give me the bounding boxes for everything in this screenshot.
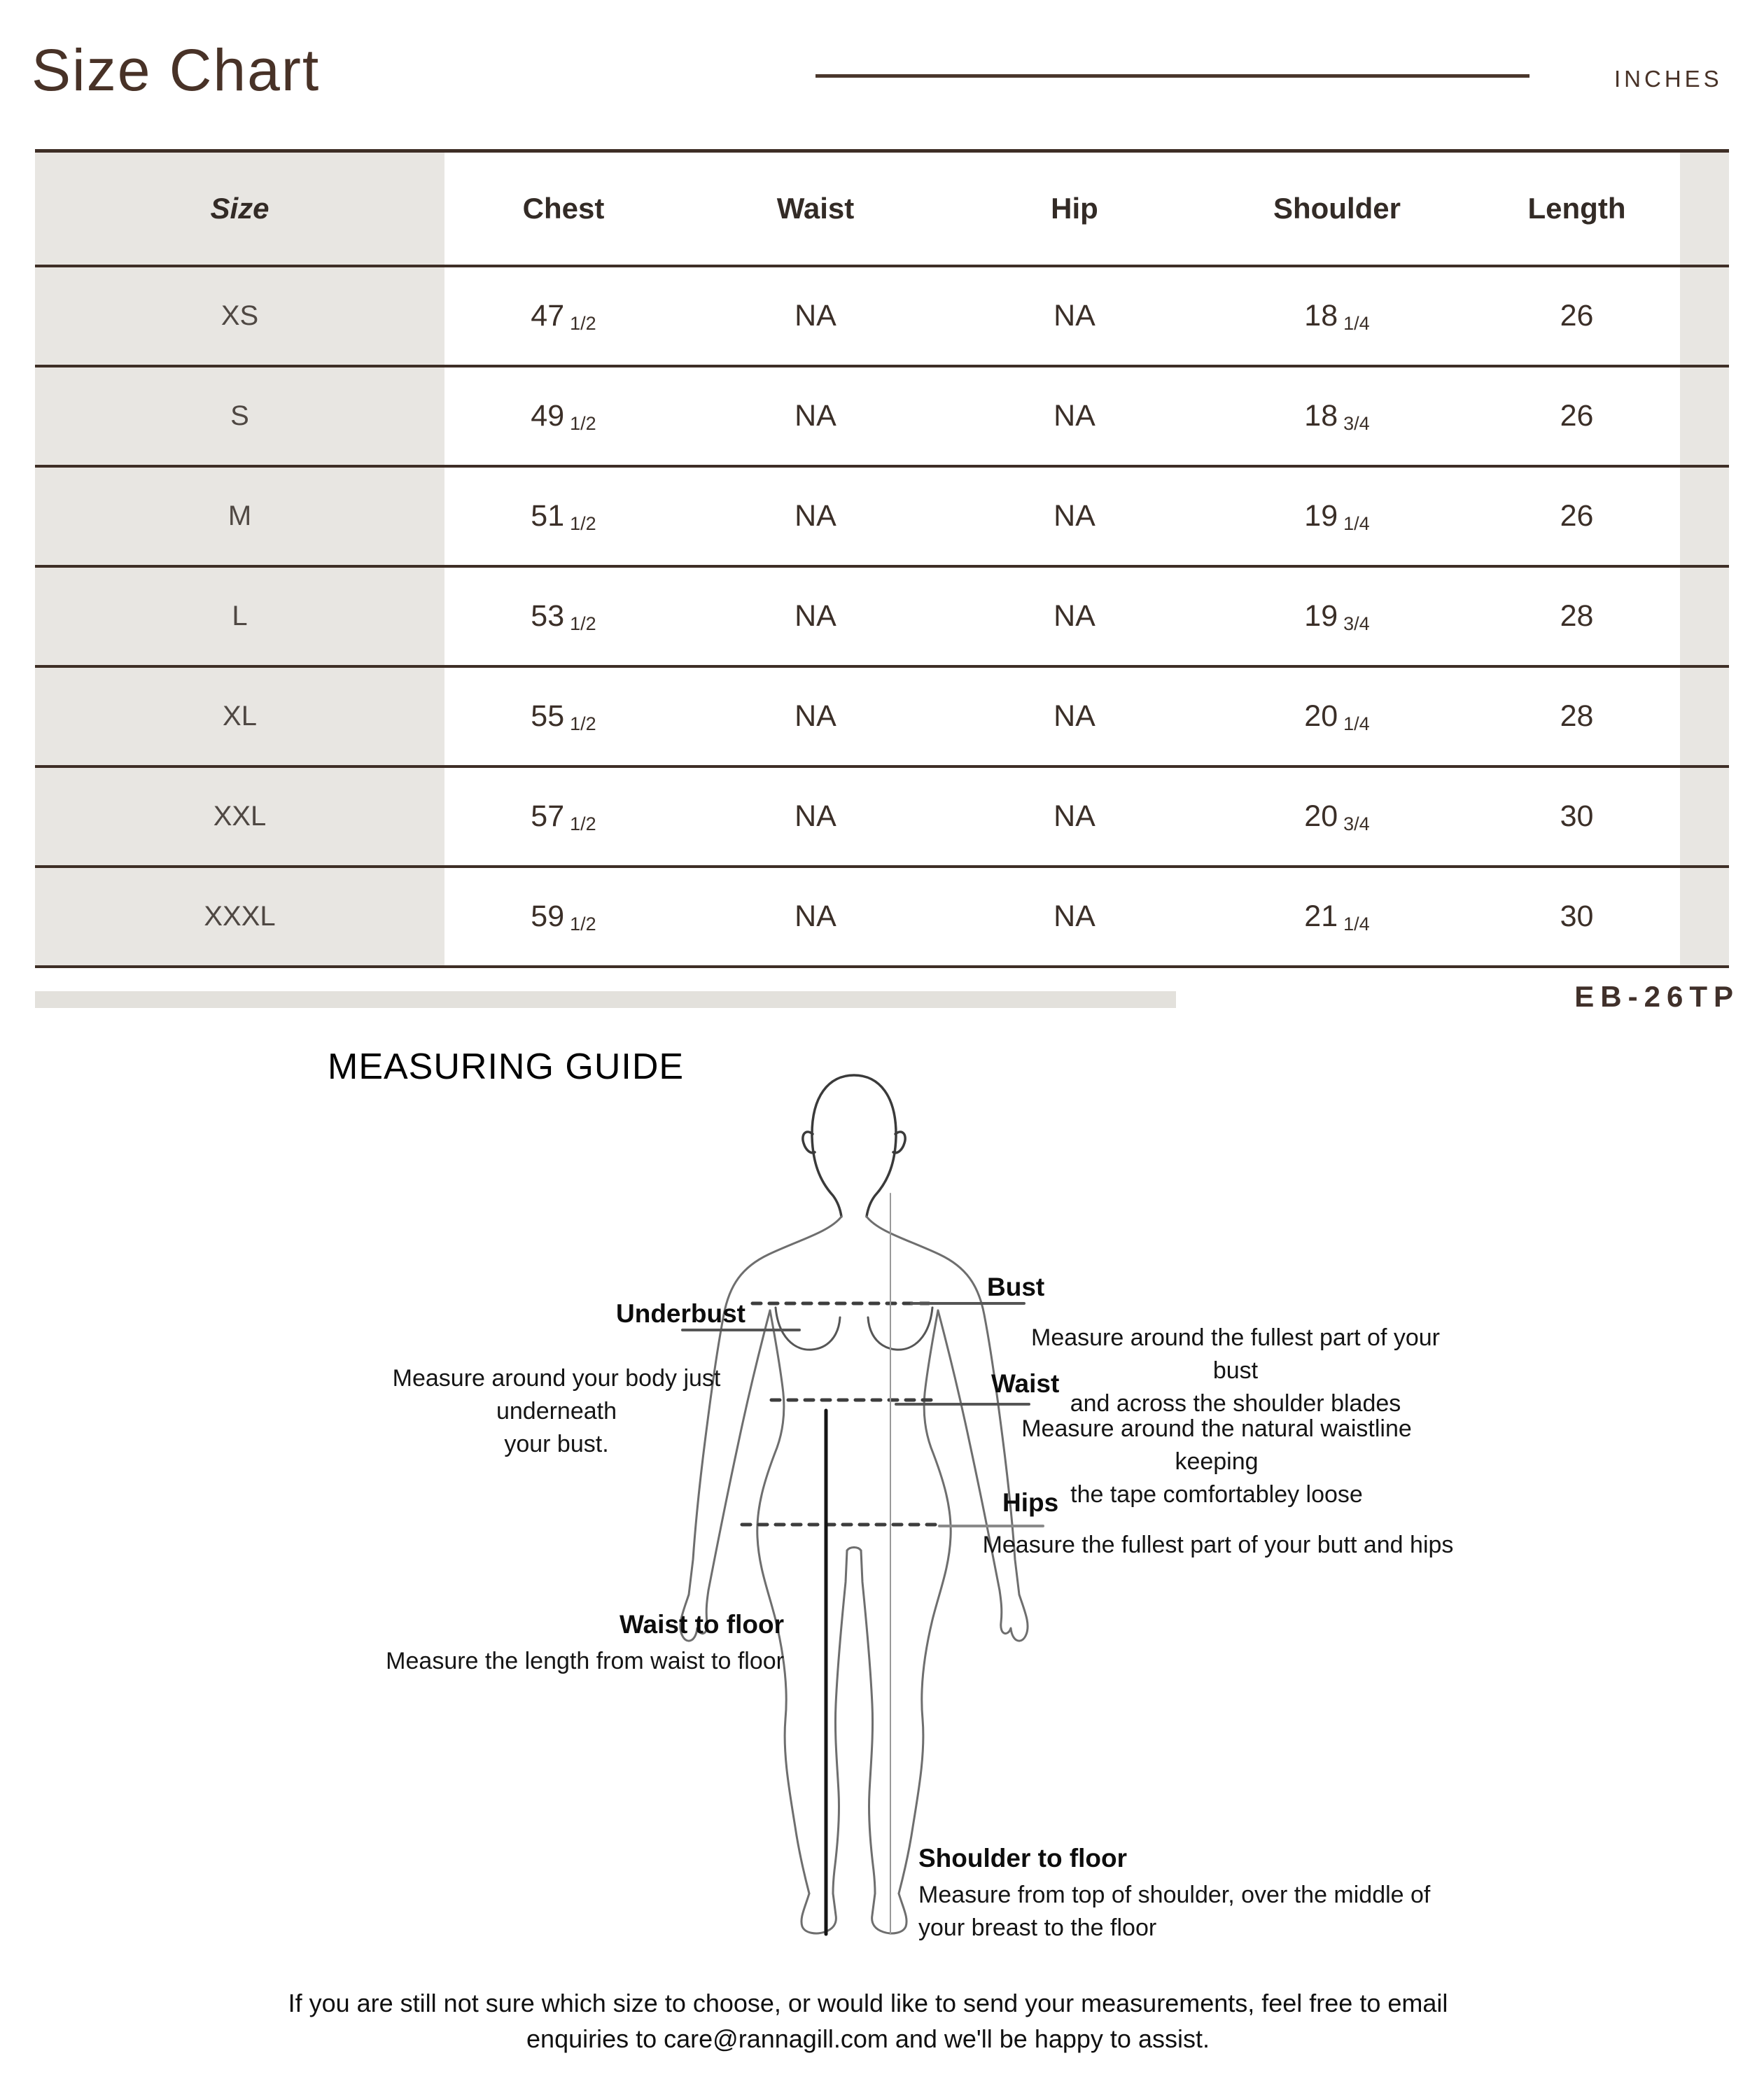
- hip-cell: [948, 868, 1200, 965]
- length-cell: [1474, 868, 1680, 965]
- value: 51: [531, 499, 565, 533]
- value: 30: [1560, 899, 1594, 933]
- shoulder-cell: [1200, 267, 1474, 365]
- chest-cell: [444, 868, 682, 965]
- fraction: 1/4: [1343, 713, 1370, 734]
- fraction: 3/4: [1343, 813, 1370, 834]
- value: 55: [531, 699, 565, 733]
- waist-to-floor-label: Waist to floor: [620, 1610, 784, 1639]
- page-title: Size Chart: [31, 37, 321, 103]
- hip-cell: [948, 468, 1200, 565]
- table-row-xxl: [35, 768, 1729, 868]
- value: NA: [794, 499, 836, 533]
- size-cell: S: [35, 368, 444, 465]
- desc-line: Measure around the natural waistline keeping: [1021, 1415, 1412, 1475]
- table-row-xs: [35, 267, 1729, 368]
- measuring-guide-title: MEASURING GUIDE: [328, 1046, 685, 1087]
- chest-cell: [444, 668, 682, 765]
- underbust-desc: [329, 1362, 784, 1461]
- value: 30: [1560, 799, 1594, 833]
- shoulder-cell: [1200, 668, 1474, 765]
- table-header-row: [35, 153, 1729, 267]
- divider-bar: [35, 991, 1176, 1008]
- header-cell-length: Length: [1527, 192, 1626, 225]
- waist-cell: [682, 468, 948, 565]
- value: 18: [1304, 399, 1338, 433]
- size-cell: XL: [35, 668, 444, 765]
- value: NA: [794, 399, 836, 433]
- strip-cell: [1680, 468, 1729, 565]
- length-cell: [1474, 668, 1680, 765]
- desc-line: the tape comfortabley loose: [1070, 1481, 1363, 1508]
- waist-cell: [682, 267, 948, 365]
- size-cell: XS: [35, 267, 444, 365]
- value: 28: [1560, 599, 1594, 633]
- chest-cell: [444, 468, 682, 565]
- strip-cell: [1680, 368, 1729, 465]
- value: NA: [1054, 399, 1096, 433]
- chest-cell: [444, 768, 682, 865]
- strip-cell: [1680, 668, 1729, 765]
- value: NA: [1054, 599, 1096, 633]
- desc-line: Measure around your body just underneath: [392, 1365, 721, 1424]
- waist-cell: [682, 668, 948, 765]
- header-cell-strip: [1680, 153, 1729, 265]
- value: NA: [794, 299, 836, 332]
- desc-line: your bust.: [504, 1431, 609, 1457]
- value: 26: [1560, 399, 1594, 433]
- value: NA: [1054, 299, 1096, 332]
- chest-cell: [444, 568, 682, 665]
- value: 26: [1560, 299, 1594, 332]
- footer-line: enquiries to care@rannagill.com and we'll be happy to assist.: [526, 2024, 1210, 2053]
- footer-line: If you are still not sure which size to choose, or would like to send your measurements, feel free to email: [288, 1989, 1448, 2017]
- length-cell: [1474, 568, 1680, 665]
- value: 59: [531, 899, 565, 933]
- chest-cell: [444, 368, 682, 465]
- strip-cell: [1680, 768, 1729, 865]
- value: 19: [1304, 599, 1338, 633]
- fraction: 1/2: [570, 313, 596, 334]
- fraction: 1/2: [570, 813, 596, 834]
- value: NA: [794, 699, 836, 733]
- shoulder-cell: [1200, 868, 1474, 965]
- table-row-s: [35, 368, 1729, 468]
- unit-label: INCHES: [1614, 66, 1723, 92]
- table-row-m: [35, 468, 1729, 568]
- table-row-xxxl: [35, 868, 1729, 965]
- fraction: 1/2: [570, 913, 596, 934]
- value: 20: [1304, 699, 1338, 733]
- header-cell-chest: Chest: [522, 192, 605, 225]
- underbust-label: Underbust: [616, 1299, 746, 1328]
- size-cell: L: [35, 568, 444, 665]
- length-cell: [1474, 368, 1680, 465]
- fraction: 1/2: [570, 713, 596, 734]
- header-cell-size: Size: [35, 153, 444, 265]
- footer-note: [182, 1985, 1554, 2057]
- desc-line: Measure around the fullest part of your bust: [1031, 1324, 1440, 1384]
- waist-cell: [682, 368, 948, 465]
- value: 28: [1560, 699, 1594, 733]
- fraction: 1/4: [1343, 313, 1370, 334]
- desc-line: Measure from top of shoulder, over the middle of: [918, 1882, 1431, 1908]
- fraction: 3/4: [1343, 413, 1370, 434]
- waist-cell: [682, 768, 948, 865]
- value: 20: [1304, 799, 1338, 833]
- value: NA: [1054, 899, 1096, 933]
- hips-desc: [980, 1529, 1456, 1562]
- hip-cell: [948, 768, 1200, 865]
- hip-cell: [948, 368, 1200, 465]
- size-table: [35, 149, 1729, 968]
- shoulder-cell: [1200, 568, 1474, 665]
- value: NA: [1054, 799, 1096, 833]
- waist-cell: [682, 868, 948, 965]
- strip-cell: [1680, 868, 1729, 965]
- shoulder-to-floor-desc: [918, 1879, 1450, 1945]
- value: NA: [794, 599, 836, 633]
- value: NA: [1054, 699, 1096, 733]
- fraction: 1/2: [570, 413, 596, 434]
- desc-line: your breast to the floor: [918, 1914, 1157, 1941]
- hip-cell: [948, 267, 1200, 365]
- value: 57: [531, 799, 565, 833]
- shoulder-to-floor-label: Shoulder to floor: [918, 1844, 1128, 1872]
- fraction: 1/2: [570, 613, 596, 634]
- value: 49: [531, 399, 565, 433]
- table-row-xl: [35, 668, 1729, 768]
- desc-line: Measure the length from waist to floor: [386, 1648, 784, 1674]
- fraction: 3/4: [1343, 613, 1370, 634]
- product-code: EB-26TP: [1574, 980, 1740, 1013]
- value: 21: [1304, 899, 1338, 933]
- desc-line: and across the shoulder blades: [1070, 1390, 1401, 1417]
- length-cell: [1474, 267, 1680, 365]
- hips-label: Hips: [1002, 1488, 1059, 1517]
- waist-to-floor-desc: [382, 1645, 784, 1678]
- value: 53: [531, 599, 565, 633]
- length-cell: [1474, 768, 1680, 865]
- header-cell-waist: Waist: [776, 192, 855, 225]
- fraction: 1/4: [1343, 913, 1370, 934]
- strip-cell: [1680, 568, 1729, 665]
- desc-line: Measure the fullest part of your butt and hips: [982, 1532, 1454, 1558]
- size-cell: XXXL: [35, 868, 444, 965]
- waist-label: Waist: [991, 1369, 1060, 1398]
- size-cell: M: [35, 468, 444, 565]
- size-cell: XXL: [35, 768, 444, 865]
- shoulder-cell: [1200, 768, 1474, 865]
- length-cell: [1474, 468, 1680, 565]
- fraction: 1/4: [1343, 513, 1370, 534]
- value: NA: [794, 899, 836, 933]
- fraction: 1/2: [570, 513, 596, 534]
- waist-cell: [682, 568, 948, 665]
- value: 18: [1304, 299, 1338, 332]
- hip-cell: [948, 668, 1200, 765]
- header-cell-shoulder: Shoulder: [1273, 192, 1401, 225]
- value: 47: [531, 299, 565, 332]
- chest-cell: [444, 267, 682, 365]
- bust-desc: [1015, 1322, 1456, 1420]
- title-rule: [816, 74, 1530, 78]
- shoulder-cell: [1200, 368, 1474, 465]
- hip-cell: [948, 568, 1200, 665]
- value: NA: [794, 799, 836, 833]
- bust-label: Bust: [987, 1273, 1045, 1301]
- strip-cell: [1680, 267, 1729, 365]
- value: 19: [1304, 499, 1338, 533]
- table-row-l: [35, 568, 1729, 668]
- header-cell-hip: Hip: [1051, 192, 1098, 225]
- value: NA: [1054, 499, 1096, 533]
- value: 26: [1560, 499, 1594, 533]
- shoulder-cell: [1200, 468, 1474, 565]
